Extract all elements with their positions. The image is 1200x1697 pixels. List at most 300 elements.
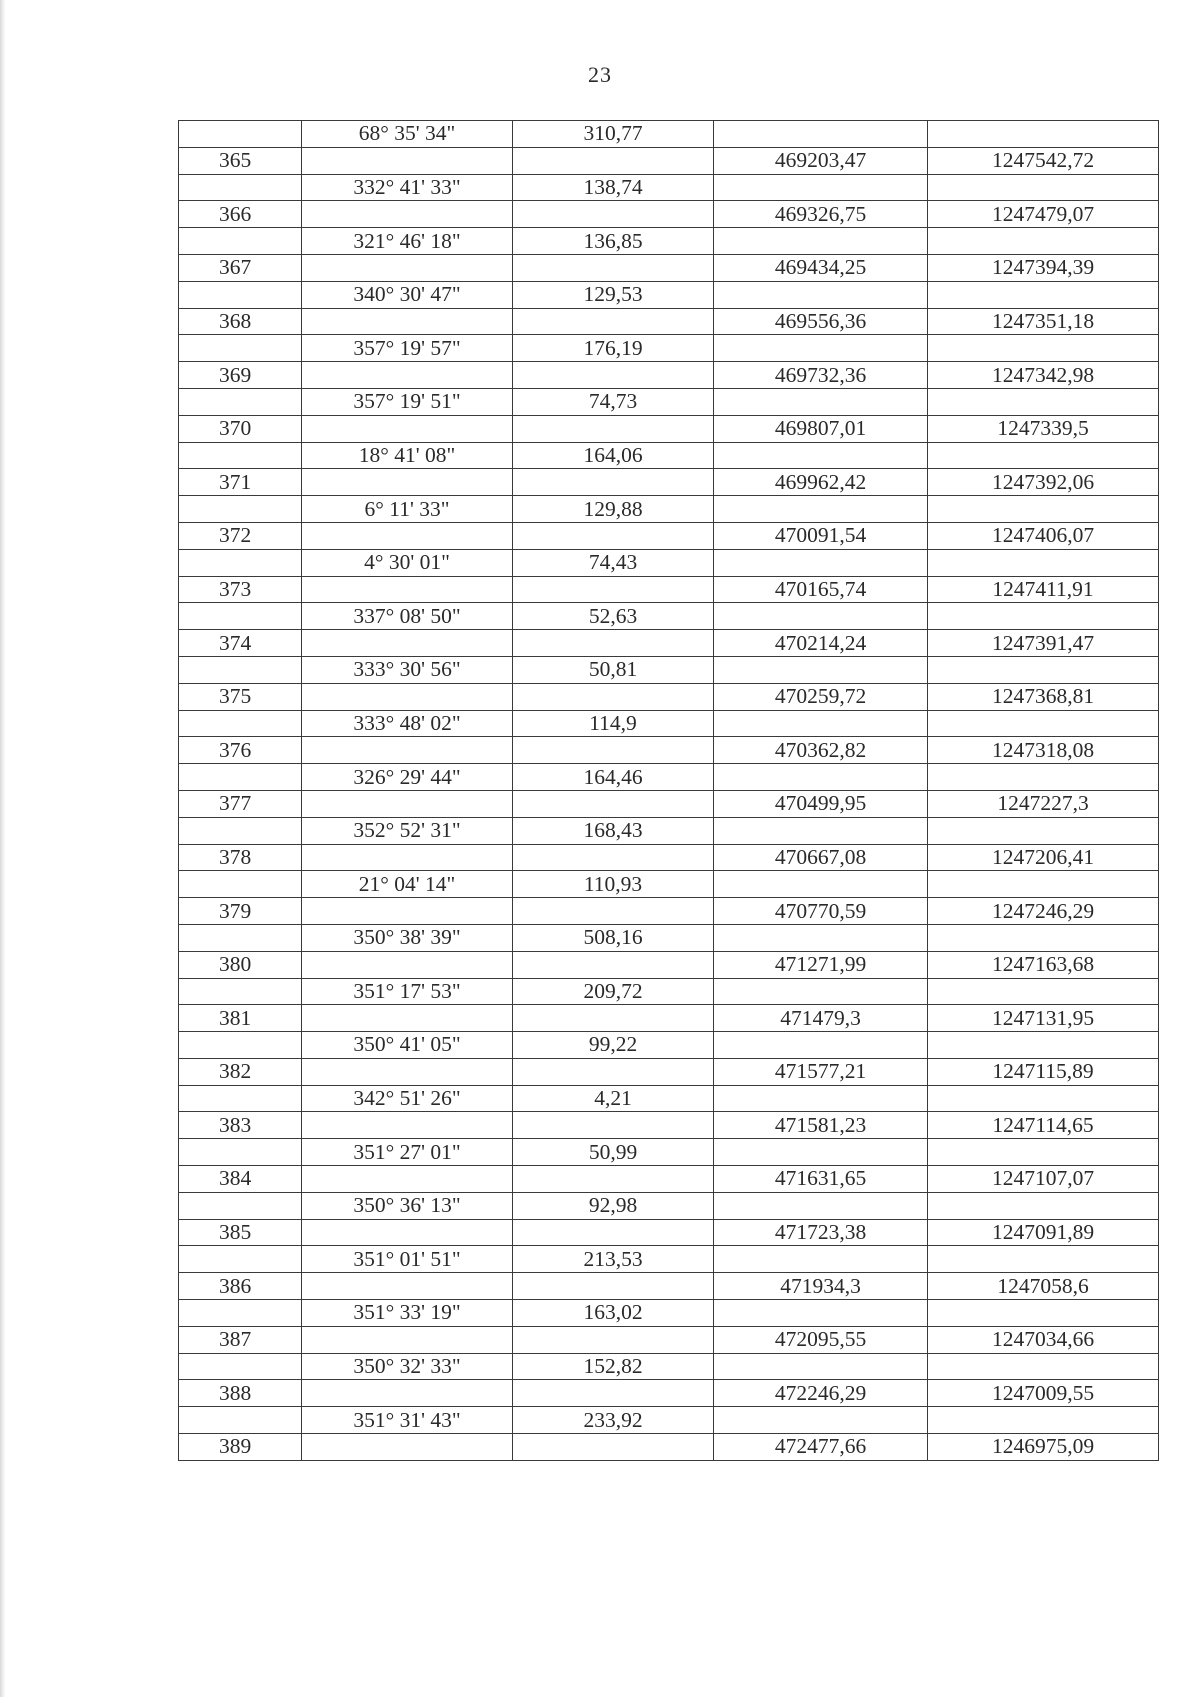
table-row	[179, 1085, 1159, 1112]
distance-cell: 508,16	[513, 924, 714, 951]
bearing-angle-cell: 350° 36' 13"	[302, 1192, 513, 1219]
distance-cell: 233,92	[513, 1407, 714, 1434]
x-coordinate-cell: 472095,55	[714, 1326, 928, 1353]
y-coordinate-cell: 1247411,91	[928, 576, 1159, 603]
x-coordinate-cell: 469434,25	[714, 254, 928, 281]
y-coordinate-cell: 1247342,98	[928, 362, 1159, 389]
point-number-cell	[179, 1085, 302, 1112]
point-number-cell: 367	[179, 254, 302, 281]
bearing-angle-cell	[302, 576, 513, 603]
distance-cell: 129,88	[513, 496, 714, 523]
distance-cell	[513, 1219, 714, 1246]
x-coordinate-cell	[714, 1192, 928, 1219]
y-coordinate-cell: 1247227,3	[928, 790, 1159, 817]
point-number-cell	[179, 228, 302, 255]
distance-cell	[513, 1273, 714, 1300]
distance-cell	[513, 1005, 714, 1032]
table-row	[179, 656, 1159, 683]
point-number-cell	[179, 978, 302, 1005]
distance-cell: 129,53	[513, 281, 714, 308]
table-row	[179, 496, 1159, 523]
point-number-cell	[179, 335, 302, 362]
point-number-cell	[179, 496, 302, 523]
y-coordinate-cell	[928, 228, 1159, 255]
x-coordinate-cell	[714, 978, 928, 1005]
point-number-cell	[179, 1407, 302, 1434]
point-number-cell: 369	[179, 362, 302, 389]
bearing-angle-cell	[302, 147, 513, 174]
distance-cell: 92,98	[513, 1192, 714, 1219]
x-coordinate-cell	[714, 710, 928, 737]
distance-cell: 163,02	[513, 1300, 714, 1327]
y-coordinate-cell: 1247392,06	[928, 469, 1159, 496]
y-coordinate-cell	[928, 924, 1159, 951]
table-row	[179, 1112, 1159, 1139]
table-row	[179, 549, 1159, 576]
table-row	[179, 871, 1159, 898]
table-row	[179, 308, 1159, 335]
point-number-cell: 380	[179, 951, 302, 978]
x-coordinate-cell: 471577,21	[714, 1058, 928, 1085]
y-coordinate-cell	[928, 978, 1159, 1005]
table-row	[179, 603, 1159, 630]
distance-cell	[513, 147, 714, 174]
y-coordinate-cell: 1247368,81	[928, 683, 1159, 710]
y-coordinate-cell: 1246975,09	[928, 1434, 1159, 1461]
table-row	[179, 1434, 1159, 1461]
y-coordinate-cell: 1247058,6	[928, 1273, 1159, 1300]
table-row	[179, 174, 1159, 201]
x-coordinate-cell: 470362,82	[714, 737, 928, 764]
y-coordinate-cell	[928, 442, 1159, 469]
bearing-angle-cell	[302, 630, 513, 657]
y-coordinate-cell	[928, 388, 1159, 415]
y-coordinate-cell	[928, 656, 1159, 683]
distance-cell	[513, 308, 714, 335]
distance-cell	[513, 254, 714, 281]
y-coordinate-cell: 1247318,08	[928, 737, 1159, 764]
bearing-angle-cell: 332° 41' 33"	[302, 174, 513, 201]
bearing-angle-cell	[302, 1219, 513, 1246]
y-coordinate-cell: 1247115,89	[928, 1058, 1159, 1085]
distance-cell	[513, 683, 714, 710]
point-number-cell	[179, 1246, 302, 1273]
x-coordinate-cell: 470165,74	[714, 576, 928, 603]
x-coordinate-cell	[714, 656, 928, 683]
bearing-angle-cell	[302, 1166, 513, 1193]
distance-cell: 213,53	[513, 1246, 714, 1273]
distance-cell: 50,81	[513, 656, 714, 683]
table-row	[179, 924, 1159, 951]
bearing-angle-cell: 21° 04' 14"	[302, 871, 513, 898]
distance-cell	[513, 201, 714, 228]
distance-cell	[513, 415, 714, 442]
x-coordinate-cell: 469962,42	[714, 469, 928, 496]
y-coordinate-cell	[928, 710, 1159, 737]
table-row	[179, 388, 1159, 415]
point-number-cell	[179, 1192, 302, 1219]
bearing-angle-cell	[302, 308, 513, 335]
table-row	[179, 281, 1159, 308]
y-coordinate-cell	[928, 1085, 1159, 1112]
distance-cell	[513, 737, 714, 764]
bearing-angle-cell: 337° 08' 50"	[302, 603, 513, 630]
x-coordinate-cell	[714, 228, 928, 255]
table-row	[179, 335, 1159, 362]
point-number-cell	[179, 656, 302, 683]
point-number-cell: 377	[179, 790, 302, 817]
bearing-angle-cell	[302, 1380, 513, 1407]
table-row	[179, 790, 1159, 817]
x-coordinate-cell: 470091,54	[714, 522, 928, 549]
x-coordinate-cell	[714, 1032, 928, 1059]
page-number: 23	[588, 62, 612, 87]
point-number-cell: 387	[179, 1326, 302, 1353]
x-coordinate-cell: 471631,65	[714, 1166, 928, 1193]
point-number-cell: 383	[179, 1112, 302, 1139]
y-coordinate-cell	[928, 496, 1159, 523]
x-coordinate-cell	[714, 1353, 928, 1380]
point-number-cell: 371	[179, 469, 302, 496]
point-number-cell	[179, 174, 302, 201]
x-coordinate-cell	[714, 549, 928, 576]
bearing-angle-cell	[302, 362, 513, 389]
point-number-cell	[179, 710, 302, 737]
y-coordinate-cell	[928, 1192, 1159, 1219]
distance-cell	[513, 1434, 714, 1461]
table-row	[179, 201, 1159, 228]
x-coordinate-cell	[714, 603, 928, 630]
point-number-cell: 368	[179, 308, 302, 335]
table-row	[179, 415, 1159, 442]
point-number-cell	[179, 549, 302, 576]
distance-cell	[513, 898, 714, 925]
table-row	[179, 978, 1159, 1005]
point-number-cell	[179, 121, 302, 148]
point-number-cell: 385	[179, 1219, 302, 1246]
point-number-cell: 376	[179, 737, 302, 764]
x-coordinate-cell	[714, 764, 928, 791]
x-coordinate-cell: 470214,24	[714, 630, 928, 657]
table-row	[179, 1032, 1159, 1059]
point-number-cell: 388	[179, 1380, 302, 1407]
point-number-cell: 389	[179, 1434, 302, 1461]
x-coordinate-cell: 470770,59	[714, 898, 928, 925]
y-coordinate-cell: 1247034,66	[928, 1326, 1159, 1353]
distance-cell: 136,85	[513, 228, 714, 255]
x-coordinate-cell: 471581,23	[714, 1112, 928, 1139]
distance-cell	[513, 1326, 714, 1353]
point-number-cell: 386	[179, 1273, 302, 1300]
point-number-cell: 374	[179, 630, 302, 657]
distance-cell: 138,74	[513, 174, 714, 201]
table-row	[179, 254, 1159, 281]
point-number-cell: 373	[179, 576, 302, 603]
y-coordinate-cell: 1247406,07	[928, 522, 1159, 549]
point-number-cell	[179, 764, 302, 791]
table-row	[179, 1407, 1159, 1434]
x-coordinate-cell	[714, 817, 928, 844]
bearing-angle-cell: 333° 48' 02"	[302, 710, 513, 737]
distance-cell	[513, 1380, 714, 1407]
distance-cell	[513, 951, 714, 978]
table-row	[179, 710, 1159, 737]
y-coordinate-cell	[928, 1300, 1159, 1327]
distance-cell: 176,19	[513, 335, 714, 362]
bearing-angle-cell: 68° 35' 34"	[302, 121, 513, 148]
table-row	[179, 1166, 1159, 1193]
table-row	[179, 630, 1159, 657]
coordinate-table-body	[179, 121, 1159, 1461]
point-number-cell: 366	[179, 201, 302, 228]
bearing-angle-cell: 333° 30' 56"	[302, 656, 513, 683]
table-row	[179, 1139, 1159, 1166]
table-row	[179, 1219, 1159, 1246]
x-coordinate-cell: 471723,38	[714, 1219, 928, 1246]
x-coordinate-cell: 472246,29	[714, 1380, 928, 1407]
point-number-cell	[179, 442, 302, 469]
y-coordinate-cell	[928, 1246, 1159, 1273]
y-coordinate-cell: 1247339,5	[928, 415, 1159, 442]
y-coordinate-cell	[928, 121, 1159, 148]
table-row	[179, 1300, 1159, 1327]
y-coordinate-cell	[928, 817, 1159, 844]
bearing-angle-cell: 357° 19' 57"	[302, 335, 513, 362]
bearing-angle-cell	[302, 1434, 513, 1461]
x-coordinate-cell: 471479,3	[714, 1005, 928, 1032]
point-number-cell: 370	[179, 415, 302, 442]
bearing-angle-cell	[302, 1058, 513, 1085]
y-coordinate-cell	[928, 335, 1159, 362]
x-coordinate-cell	[714, 335, 928, 362]
x-coordinate-cell: 469556,36	[714, 308, 928, 335]
y-coordinate-cell: 1247131,95	[928, 1005, 1159, 1032]
bearing-angle-cell: 18° 41' 08"	[302, 442, 513, 469]
y-coordinate-cell: 1247479,07	[928, 201, 1159, 228]
distance-cell: 114,9	[513, 710, 714, 737]
bearing-angle-cell	[302, 1112, 513, 1139]
bearing-angle-cell: 321° 46' 18"	[302, 228, 513, 255]
y-coordinate-cell: 1247163,68	[928, 951, 1159, 978]
table-row	[179, 442, 1159, 469]
table-row	[179, 683, 1159, 710]
point-number-cell: 372	[179, 522, 302, 549]
y-coordinate-cell: 1247107,07	[928, 1166, 1159, 1193]
point-number-cell	[179, 1032, 302, 1059]
y-coordinate-cell	[928, 1032, 1159, 1059]
y-coordinate-cell: 1247246,29	[928, 898, 1159, 925]
y-coordinate-cell	[928, 174, 1159, 201]
point-number-cell: 375	[179, 683, 302, 710]
distance-cell: 4,21	[513, 1085, 714, 1112]
point-number-cell: 379	[179, 898, 302, 925]
table-row	[179, 576, 1159, 603]
distance-cell	[513, 790, 714, 817]
table-row	[179, 737, 1159, 764]
bearing-angle-cell	[302, 469, 513, 496]
distance-cell: 168,43	[513, 817, 714, 844]
bearing-angle-cell	[302, 1273, 513, 1300]
point-number-cell	[179, 1353, 302, 1380]
bearing-angle-cell	[302, 1005, 513, 1032]
scan-edge-shadow	[0, 0, 6, 1697]
y-coordinate-cell	[928, 1353, 1159, 1380]
distance-cell: 209,72	[513, 978, 714, 1005]
bearing-angle-cell: 4° 30' 01"	[302, 549, 513, 576]
point-number-cell: 384	[179, 1166, 302, 1193]
bearing-angle-cell	[302, 1326, 513, 1353]
x-coordinate-cell: 469203,47	[714, 147, 928, 174]
bearing-angle-cell	[302, 683, 513, 710]
x-coordinate-cell: 469326,75	[714, 201, 928, 228]
bearing-angle-cell	[302, 844, 513, 871]
y-coordinate-cell	[928, 603, 1159, 630]
distance-cell	[513, 522, 714, 549]
distance-cell	[513, 844, 714, 871]
point-number-cell: 365	[179, 147, 302, 174]
distance-cell	[513, 576, 714, 603]
x-coordinate-cell	[714, 174, 928, 201]
y-coordinate-cell	[928, 764, 1159, 791]
y-coordinate-cell: 1247091,89	[928, 1219, 1159, 1246]
table-row	[179, 1246, 1159, 1273]
distance-cell	[513, 1166, 714, 1193]
bearing-angle-cell	[302, 254, 513, 281]
bearing-angle-cell: 351° 31' 43"	[302, 1407, 513, 1434]
distance-cell: 50,99	[513, 1139, 714, 1166]
bearing-angle-cell: 351° 17' 53"	[302, 978, 513, 1005]
table-row	[179, 1005, 1159, 1032]
x-coordinate-cell	[714, 1407, 928, 1434]
distance-cell	[513, 362, 714, 389]
point-number-cell: 378	[179, 844, 302, 871]
table-row	[179, 817, 1159, 844]
bearing-angle-cell: 357° 19' 51"	[302, 388, 513, 415]
distance-cell	[513, 630, 714, 657]
x-coordinate-cell: 471934,3	[714, 1273, 928, 1300]
table-row	[179, 764, 1159, 791]
distance-cell: 310,77	[513, 121, 714, 148]
table-row	[179, 898, 1159, 925]
distance-cell: 99,22	[513, 1032, 714, 1059]
x-coordinate-cell: 471271,99	[714, 951, 928, 978]
y-coordinate-cell	[928, 281, 1159, 308]
point-number-cell	[179, 871, 302, 898]
x-coordinate-cell: 470667,08	[714, 844, 928, 871]
bearing-angle-cell	[302, 522, 513, 549]
table-row	[179, 228, 1159, 255]
table-row	[179, 1273, 1159, 1300]
distance-cell: 110,93	[513, 871, 714, 898]
y-coordinate-cell: 1247542,72	[928, 147, 1159, 174]
distance-cell: 52,63	[513, 603, 714, 630]
bearing-angle-cell	[302, 951, 513, 978]
point-number-cell	[179, 388, 302, 415]
table-row	[179, 1058, 1159, 1085]
bearing-angle-cell: 351° 33' 19"	[302, 1300, 513, 1327]
x-coordinate-cell	[714, 871, 928, 898]
x-coordinate-cell: 472477,66	[714, 1434, 928, 1461]
y-coordinate-cell	[928, 871, 1159, 898]
distance-cell	[513, 1112, 714, 1139]
table-row	[179, 1380, 1159, 1407]
distance-cell: 164,06	[513, 442, 714, 469]
x-coordinate-cell: 470259,72	[714, 683, 928, 710]
table-row	[179, 1192, 1159, 1219]
distance-cell	[513, 1058, 714, 1085]
table-row	[179, 522, 1159, 549]
bearing-angle-cell	[302, 790, 513, 817]
y-coordinate-cell: 1247391,47	[928, 630, 1159, 657]
x-coordinate-cell	[714, 1246, 928, 1273]
x-coordinate-cell	[714, 1300, 928, 1327]
x-coordinate-cell: 469732,36	[714, 362, 928, 389]
x-coordinate-cell	[714, 388, 928, 415]
point-number-cell	[179, 281, 302, 308]
bearing-angle-cell: 340° 30' 47"	[302, 281, 513, 308]
table-row	[179, 1326, 1159, 1353]
y-coordinate-cell: 1247206,41	[928, 844, 1159, 871]
x-coordinate-cell	[714, 496, 928, 523]
bearing-angle-cell: 326° 29' 44"	[302, 764, 513, 791]
point-number-cell	[179, 924, 302, 951]
bearing-angle-cell: 352° 52' 31"	[302, 817, 513, 844]
bearing-angle-cell: 350° 38' 39"	[302, 924, 513, 951]
distance-cell: 74,73	[513, 388, 714, 415]
y-coordinate-cell	[928, 1407, 1159, 1434]
bearing-angle-cell	[302, 898, 513, 925]
bearing-angle-cell: 351° 27' 01"	[302, 1139, 513, 1166]
x-coordinate-cell	[714, 924, 928, 951]
x-coordinate-cell: 469807,01	[714, 415, 928, 442]
x-coordinate-cell	[714, 1139, 928, 1166]
distance-cell: 152,82	[513, 1353, 714, 1380]
bearing-angle-cell	[302, 201, 513, 228]
y-coordinate-cell	[928, 549, 1159, 576]
x-coordinate-cell	[714, 442, 928, 469]
point-number-cell	[179, 603, 302, 630]
x-coordinate-cell: 470499,95	[714, 790, 928, 817]
x-coordinate-cell	[714, 1085, 928, 1112]
y-coordinate-cell: 1247114,65	[928, 1112, 1159, 1139]
point-number-cell	[179, 1300, 302, 1327]
y-coordinate-cell	[928, 1139, 1159, 1166]
distance-cell: 74,43	[513, 549, 714, 576]
y-coordinate-cell: 1247394,39	[928, 254, 1159, 281]
bearing-angle-cell: 342° 51' 26"	[302, 1085, 513, 1112]
x-coordinate-cell	[714, 281, 928, 308]
table-row	[179, 469, 1159, 496]
bearing-angle-cell	[302, 415, 513, 442]
distance-cell: 164,46	[513, 764, 714, 791]
point-number-cell: 382	[179, 1058, 302, 1085]
table-row	[179, 121, 1159, 148]
table-row	[179, 951, 1159, 978]
distance-cell	[513, 469, 714, 496]
bearing-angle-cell: 350° 32' 33"	[302, 1353, 513, 1380]
coordinate-table	[178, 120, 1159, 1461]
x-coordinate-cell	[714, 121, 928, 148]
table-row	[179, 844, 1159, 871]
bearing-angle-cell: 6° 11' 33"	[302, 496, 513, 523]
table-row	[179, 147, 1159, 174]
point-number-cell: 381	[179, 1005, 302, 1032]
bearing-angle-cell: 350° 41' 05"	[302, 1032, 513, 1059]
bearing-angle-cell: 351° 01' 51"	[302, 1246, 513, 1273]
table-row	[179, 362, 1159, 389]
table-row	[179, 1353, 1159, 1380]
point-number-cell	[179, 817, 302, 844]
